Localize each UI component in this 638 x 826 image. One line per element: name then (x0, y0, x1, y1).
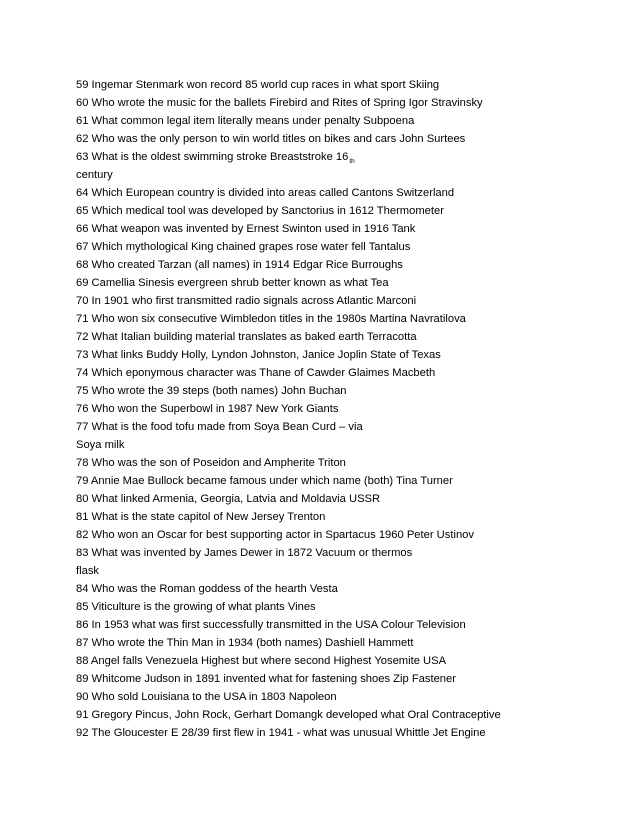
question-line (76, 670, 596, 688)
question-text: 61 What common legal item literally means under penalty Subpoena (76, 115, 415, 127)
question-text: 86 In 1953 what was first successfully transmitted in the USA Colour Television (76, 619, 466, 631)
question-line (76, 436, 596, 454)
question-line (76, 598, 596, 616)
question-text: 62 Who was the only person to win world titles on bikes and cars John Surtees (76, 133, 466, 145)
question-text: 73 What links Buddy Holly, Lyndon Johnston, Janice Joplin State of Texas (76, 349, 441, 361)
question-text: 79 Annie Mae Bullock became famous under which name (both) Tina Turner (76, 475, 453, 487)
question-line (76, 292, 596, 310)
question-text: 84 Who was the Roman goddess of the hearth Vesta (76, 583, 338, 595)
question-text: 69 Camellia Sinesis evergreen shrub better known as what Tea (76, 277, 389, 289)
question-text: 59 Ingemar Stenmark won record 85 world cup races in what sport Skiing (76, 79, 440, 91)
question-text: 67 Which mythological King chained grapes rose water fell Tantalus (76, 241, 411, 253)
question-text: 87 Who wrote the Thin Man in 1934 (both names) Dashiell Hammett (76, 637, 414, 649)
question-line (76, 76, 596, 94)
question-line (76, 274, 596, 292)
question-text: 78 Who was the son of Poseidon and Ampherite Triton (76, 457, 346, 469)
question-line (76, 634, 596, 652)
question-line (76, 616, 596, 634)
question-line (76, 490, 596, 508)
question-line (76, 688, 596, 706)
question-line (76, 94, 596, 112)
question-text: 75 Who wrote the 39 steps (both names) John Buchan (76, 385, 347, 397)
question-line (76, 652, 596, 670)
question-line (76, 418, 596, 436)
question-line (76, 148, 596, 166)
question-line (76, 328, 596, 346)
question-line (76, 580, 596, 598)
question-text: 64 Which European country is divided into areas called Cantons Switzerland (76, 187, 455, 199)
question-text: 91 Gregory Pincus, John Rock, Gerhart Domangk developed what Oral Contraceptive (76, 709, 501, 721)
question-text: Soya milk (76, 439, 125, 451)
question-line (76, 562, 596, 580)
question-line (76, 184, 596, 202)
question-line (76, 400, 596, 418)
ordinal-suffix: th (349, 158, 355, 165)
question-line (76, 256, 596, 274)
question-line (76, 346, 596, 364)
question-line (76, 166, 596, 184)
question-line (76, 310, 596, 328)
question-text: century (76, 169, 113, 181)
question-text: 70 In 1901 who first transmitted radio signals across Atlantic Marconi (76, 295, 417, 307)
question-line (76, 220, 596, 238)
question-line (76, 706, 596, 724)
question-text: 63 What is the oldest swimming stroke Breaststroke 16 (76, 151, 349, 163)
question-text: 82 Who won an Oscar for best supporting actor in Spartacus 1960 Peter Ustinov (76, 529, 474, 541)
question-line (76, 454, 596, 472)
question-line (76, 112, 596, 130)
question-line (76, 364, 596, 382)
question-line (76, 130, 596, 148)
question-line (76, 202, 596, 220)
question-line (76, 526, 596, 544)
question-text: 81 What is the state capitol of New Jersey Trenton (76, 511, 326, 523)
question-line (76, 508, 596, 526)
question-text: 89 Whitcome Judson in 1891 invented what for fastening shoes Zip Fastener (76, 673, 456, 685)
question-text: 68 Who created Tarzan (all names) in 1914 Edgar Rice Burroughs (76, 259, 403, 271)
question-line (76, 382, 596, 400)
question-text: 76 Who won the Superbowl in 1987 New York Giants (76, 403, 339, 415)
quiz-question-list (76, 76, 596, 742)
question-line (76, 724, 596, 742)
question-text: 60 Who wrote the music for the ballets Firebird and Rites of Spring Igor Stravinsky (76, 97, 483, 109)
question-text: 90 Who sold Louisiana to the USA in 1803 Napoleon (76, 691, 337, 703)
question-text: 77 What is the food tofu made from Soya Bean Curd – via (76, 421, 363, 433)
question-text: 71 Who won six consecutive Wimbledon titles in the 1980s Martina Navratilova (76, 313, 466, 325)
question-text: 85 Viticulture is the growing of what plants Vines (76, 601, 316, 613)
question-text: 92 The Gloucester E 28/39 first flew in 1941 - what was unusual Whittle Jet Engine (76, 727, 486, 739)
question-text: flask (76, 565, 100, 577)
question-text: 74 Which eponymous character was Thane of Cawder Glaimes Macbeth (76, 367, 436, 379)
question-text: 66 What weapon was invented by Ernest Swinton used in 1916 Tank (76, 223, 416, 235)
question-line (76, 544, 596, 562)
question-text: 65 Which medical tool was developed by Sanctorius in 1612 Thermometer (76, 205, 444, 217)
question-text: 83 What was invented by James Dewer in 1872 Vacuum or thermos (76, 547, 413, 559)
question-text: 80 What linked Armenia, Georgia, Latvia and Moldavia USSR (76, 493, 381, 505)
question-text: 88 Angel falls Venezuela Highest but where second Highest Yosemite USA (76, 655, 447, 667)
question-text: 72 What Italian building material translates as baked earth Terracotta (76, 331, 417, 343)
question-line (76, 472, 596, 490)
question-line (76, 238, 596, 256)
